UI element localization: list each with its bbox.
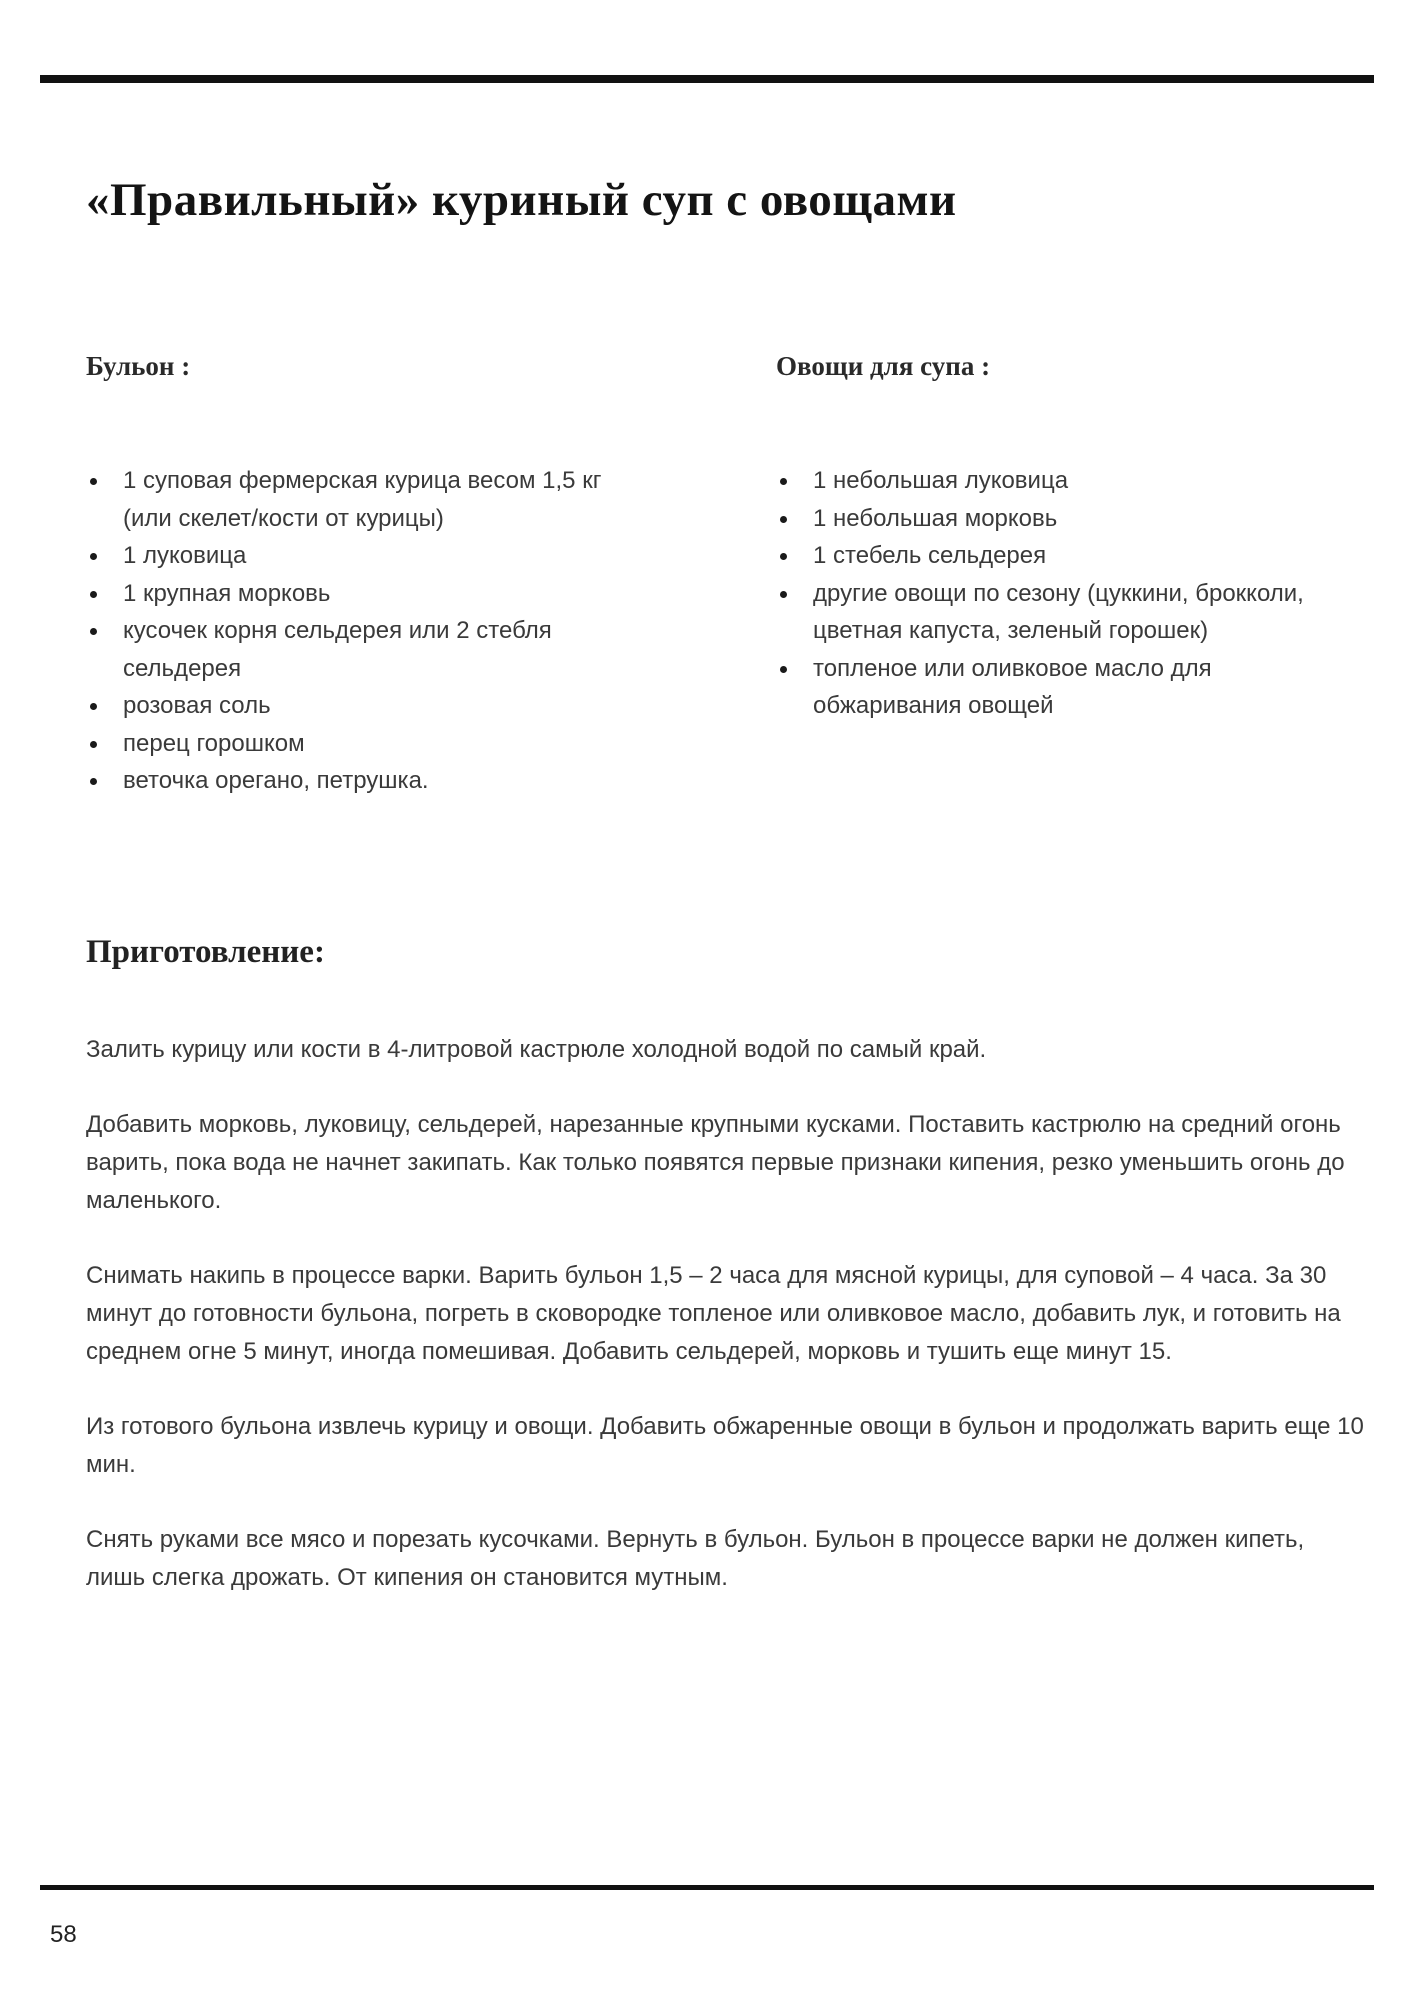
list-item-text: 1 суповая фермерская курица весом 1,5 кг (или скелет/кости от курицы) [123, 467, 602, 532]
vegetables-ingredient-list [776, 462, 1336, 725]
broth-column [86, 350, 646, 800]
list-item-text: розовая соль [123, 692, 271, 719]
preparation-paragraph: Залить курицу или кости в 4-литровой кастрюле холодной водой по самый край. [86, 1036, 987, 1063]
list-item [776, 462, 1336, 500]
list-item [776, 575, 1336, 650]
list-item [86, 612, 646, 687]
list-item-text: веточка орегано, петрушка. [123, 767, 429, 794]
bullet-icon [90, 553, 97, 560]
broth-ingredient-list [86, 462, 646, 800]
bullet-icon [780, 591, 787, 598]
list-item-text: 1 небольшая луковица [813, 467, 1069, 494]
bullet-icon [780, 553, 787, 560]
list-item-text: кусочек корня сельдерея или 2 стебля сельдерея [123, 617, 552, 682]
list-item [86, 687, 646, 725]
bullet-icon [780, 478, 787, 485]
bullet-icon [90, 628, 97, 635]
preparation-steps [86, 1031, 1370, 1634]
list-item [776, 650, 1336, 725]
broth-heading: Бульон : [86, 351, 191, 381]
bottom-rule [40, 1885, 1374, 1890]
list-item-text: 1 луковица [123, 542, 247, 569]
list-item-text: 1 небольшая морковь [813, 504, 1058, 532]
list-item-text: топленое или оливковое масло для обжаривания овощей [813, 654, 1212, 719]
vegetables-heading: Овощи для супа : [776, 351, 991, 381]
list-item [86, 462, 646, 537]
list-item-text: 1 крупная морковь [123, 579, 331, 607]
list-item [86, 725, 646, 763]
bullet-icon [780, 666, 787, 673]
top-rule [40, 75, 1374, 83]
list-item [86, 537, 646, 575]
bullet-icon [90, 778, 97, 785]
recipe-title: «Правильный» куриный суп с овощами [86, 174, 957, 226]
preparation-paragraph: Добавить морковь, луковицу, сельдерей, нарезанные крупными кусками. Поставить кастрюлю на средний огонь варить, пока вода не начнет закипать. Как только появятся первые признаки кипения, резко уменьшить огонь до маленького. [86, 1111, 1345, 1214]
preparation-paragraph: Снять руками все мясо и порезать кусочками. Вернуть в бульон. Бульон в процессе варки не должен кипеть, лишь слегка дрожать. От кипения он становится мутным. [86, 1526, 1305, 1591]
page-number: 58 [50, 1921, 77, 1948]
preparation-paragraph: Снимать накипь в процессе варки. Варить бульон 1,5 – 2 часа для мясной курицы, для суповой – 4 часа. За 30 минут до готовности бульона, погреть в сковородке топленое или оливковое масло, добавить лук, и готовить на среднем огне 5 минут, иногда помешивая. Добавить сельдерей, морковь и тушить еще минут 15. [86, 1262, 1341, 1365]
bullet-icon [90, 591, 97, 598]
bullet-icon [90, 741, 97, 748]
list-item-text: другие овощи по сезону (цуккини, брокколи, цветная капуста, зеленый горошек) [813, 579, 1304, 644]
vegetables-column [776, 350, 1336, 725]
list-item [86, 762, 646, 800]
bullet-icon [90, 478, 97, 485]
list-item [776, 537, 1336, 575]
preparation-heading: Приготовление: [86, 934, 325, 970]
list-item-text: 1 стебель сельдерея [813, 542, 1047, 569]
preparation-paragraph: Из готового бульона извлечь курицу и овощи. Добавить обжаренные овощи в бульон и продолжать варить еще 10 мин. [86, 1413, 1364, 1478]
list-item [776, 500, 1336, 538]
bullet-icon [780, 516, 787, 523]
bullet-icon [90, 703, 97, 710]
list-item [86, 575, 646, 613]
list-item-text: перец горошком [123, 729, 305, 757]
